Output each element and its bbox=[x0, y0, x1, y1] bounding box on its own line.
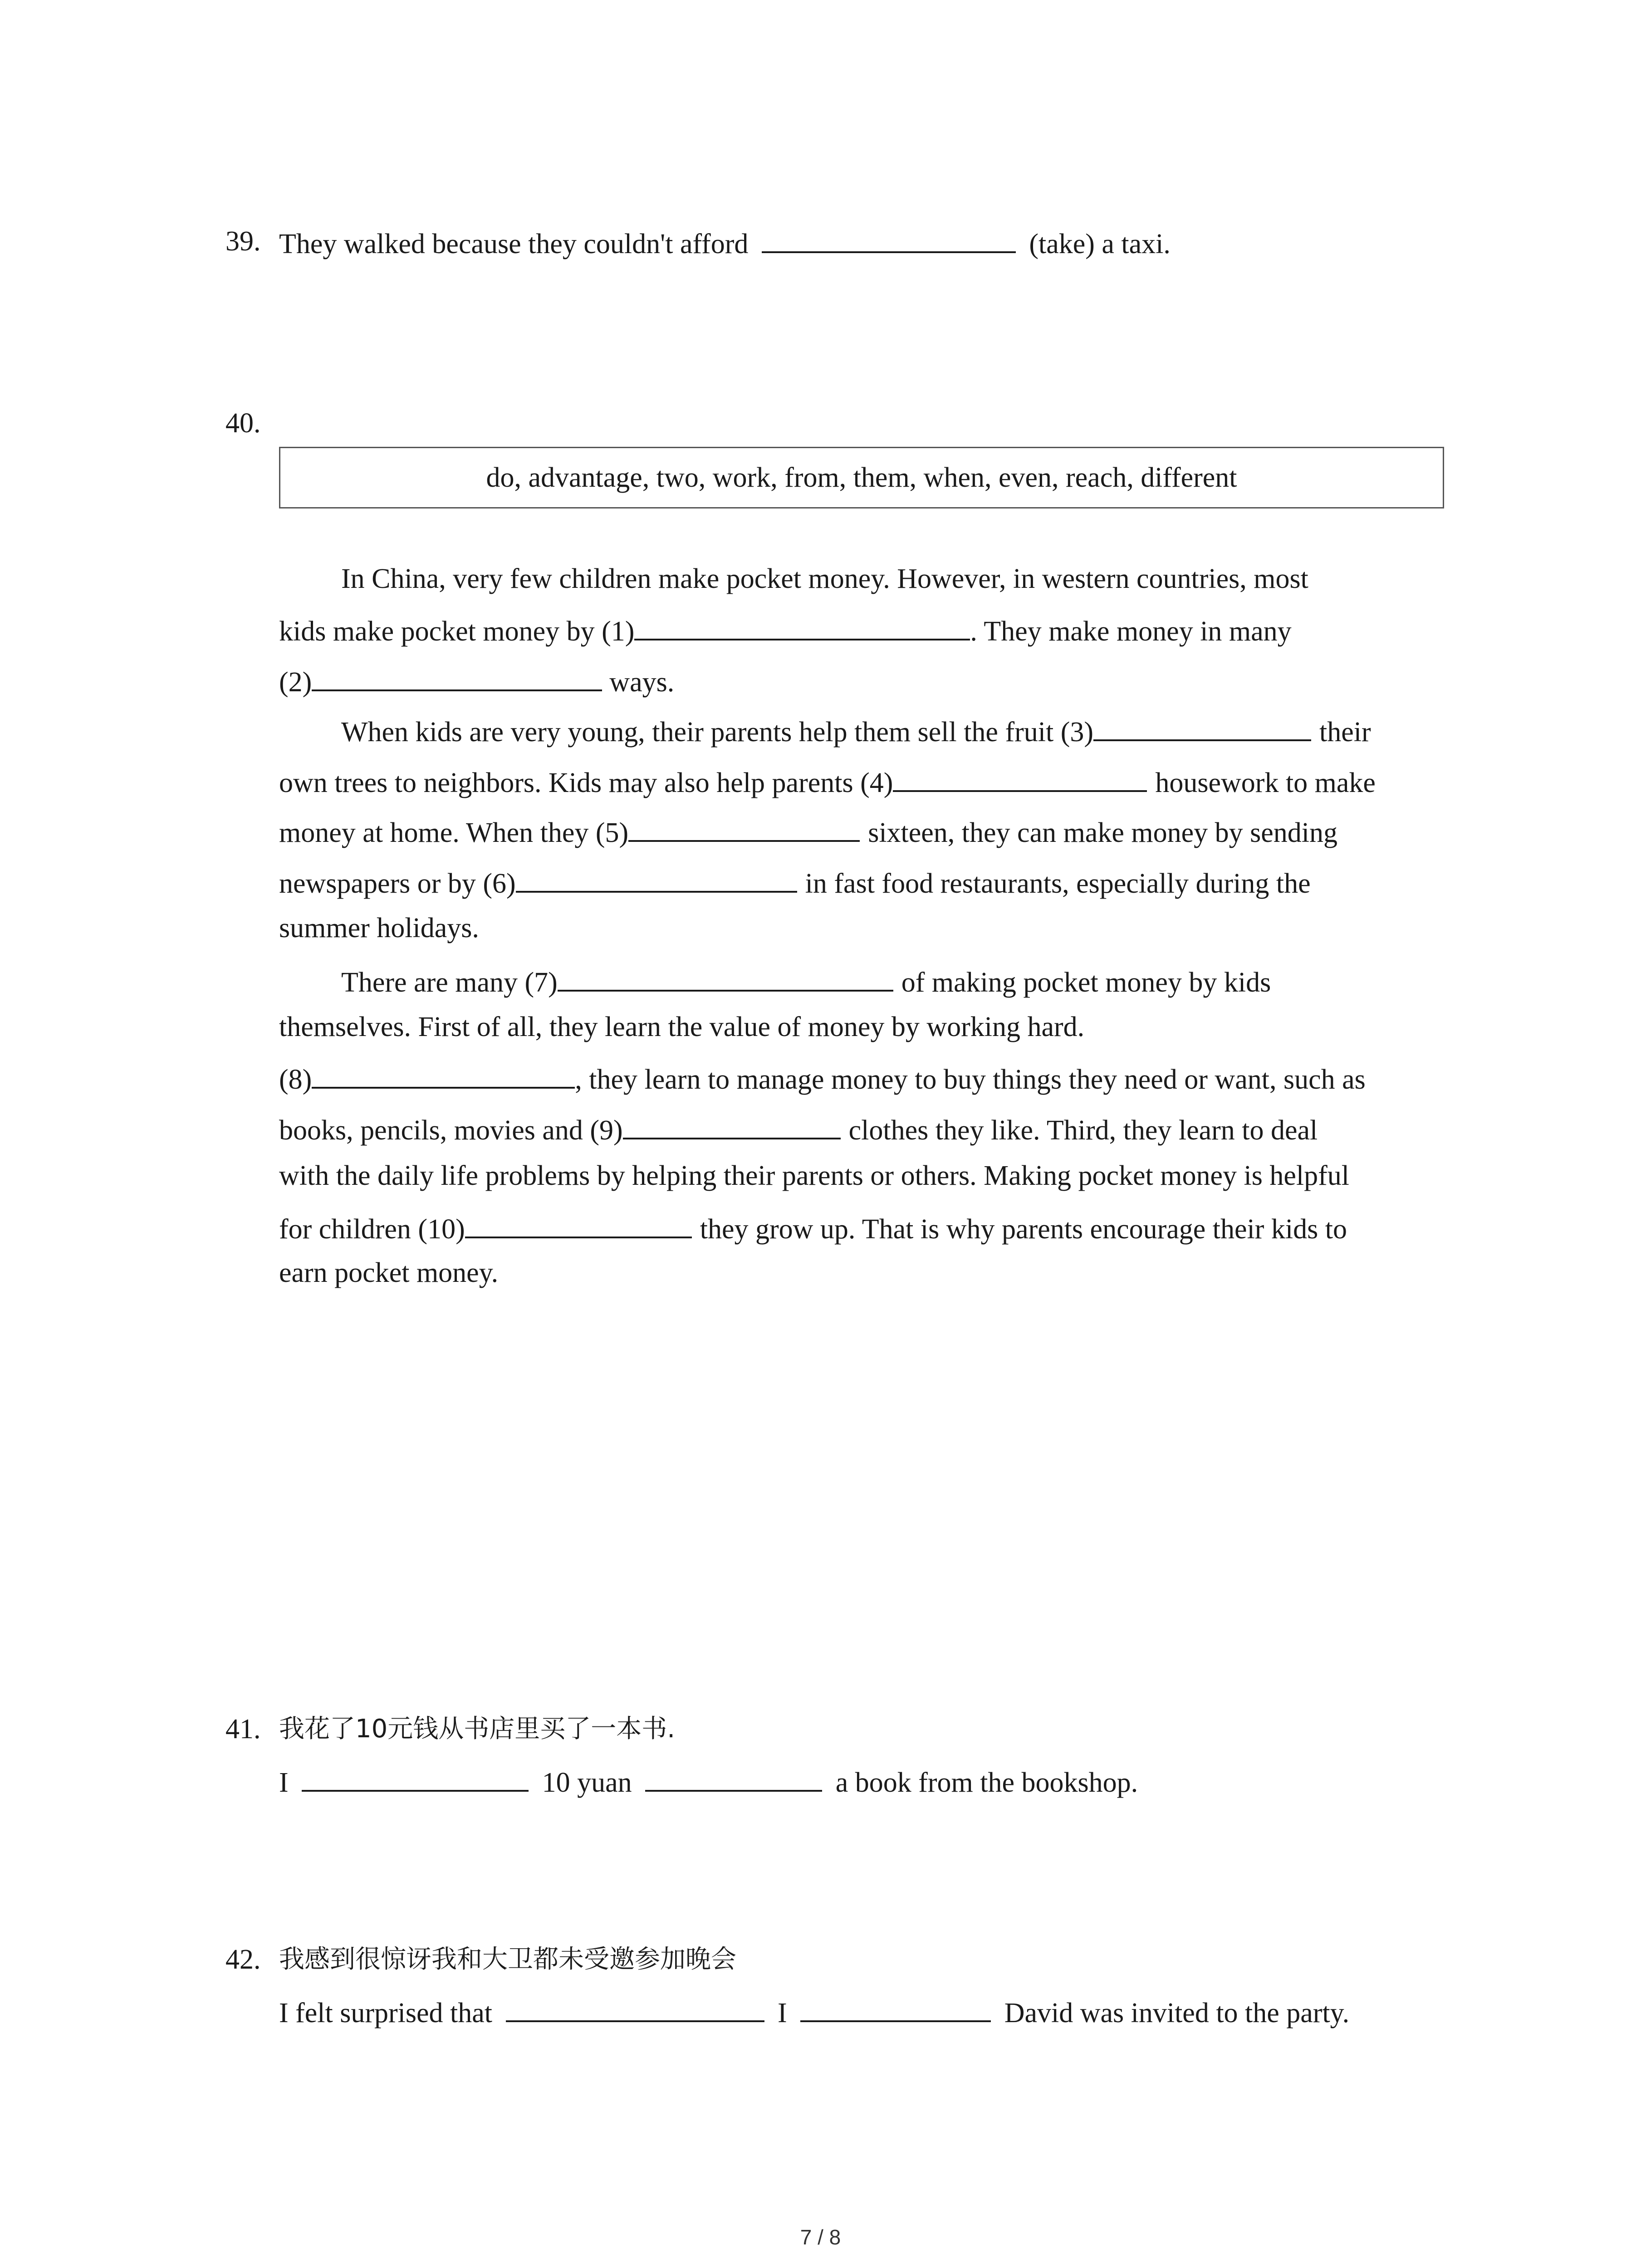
answer-blank[interactable] bbox=[762, 223, 1016, 253]
passage-text: in fast food restaurants, especially during the bbox=[805, 868, 1311, 899]
answer-blank[interactable] bbox=[800, 1992, 991, 2022]
passage-line bbox=[341, 561, 1308, 597]
answer-blank-8[interactable] bbox=[312, 1059, 575, 1089]
sentence-text: I bbox=[279, 1767, 289, 1798]
passage-text: , they learn to manage money to buy things they need or want, such as bbox=[575, 1064, 1366, 1095]
passage-text: (2) bbox=[279, 667, 312, 698]
answer-blank-9[interactable] bbox=[623, 1110, 841, 1139]
passage-text: summer holidays. bbox=[279, 913, 479, 943]
sentence-text: They walked because they couldn't afford bbox=[279, 229, 749, 259]
passage-line bbox=[279, 1158, 1349, 1194]
answer-blank-6[interactable] bbox=[516, 863, 797, 893]
question-number: 42. bbox=[225, 1944, 261, 1975]
page-number: 7 / 8 bbox=[800, 2225, 841, 2249]
question-42-chinese-prompt: 我感到很惊讶我和大卫都未受邀参加晚会 bbox=[279, 1945, 736, 1974]
passage-line bbox=[279, 1208, 1347, 1247]
passage-text: for children (10) bbox=[279, 1214, 465, 1245]
word-bank-box bbox=[279, 447, 1444, 508]
answer-blank-10[interactable] bbox=[465, 1208, 692, 1238]
passage-text: In China, very few children make pocket money. However, in western countries, most bbox=[341, 563, 1308, 594]
passage-line bbox=[279, 1059, 1366, 1098]
passage-line bbox=[341, 962, 1271, 1001]
passage-line bbox=[279, 910, 479, 946]
passage-line bbox=[279, 1255, 498, 1291]
sentence-text: a book from the bookshop. bbox=[835, 1767, 1138, 1798]
passage-text: they grow up. That is why parents encourage their kids to bbox=[700, 1214, 1347, 1245]
passage-text: own trees to neighbors. Kids may also help parents (4) bbox=[279, 767, 893, 798]
passage-text: kids make pocket money by (1) bbox=[279, 616, 635, 647]
passage-text: money at home. When they (5) bbox=[279, 817, 629, 848]
passage-line bbox=[341, 711, 1371, 750]
passage-line bbox=[279, 1110, 1318, 1149]
sentence-text: David was invited to the party. bbox=[1004, 1998, 1350, 2028]
passage-text: There are many (7) bbox=[341, 967, 558, 998]
passage-line bbox=[279, 863, 1311, 902]
question-39-sentence bbox=[279, 223, 1171, 262]
question-42-sentence bbox=[279, 1992, 1349, 2031]
passage-text: earn pocket money. bbox=[279, 1257, 499, 1288]
word-bank-text: do, advantage, two, work, from, them, when, even, reach, different bbox=[486, 462, 1237, 493]
passage-text: ways. bbox=[609, 667, 675, 698]
answer-blank[interactable] bbox=[302, 1762, 529, 1792]
passage-text: sixteen, they can make money by sending bbox=[868, 817, 1337, 848]
answer-blank-1[interactable] bbox=[634, 611, 970, 640]
sentence-text: I bbox=[778, 1998, 787, 2028]
passage-text: of making pocket money by kids bbox=[901, 967, 1271, 998]
passage-line bbox=[279, 812, 1337, 851]
answer-blank-4[interactable] bbox=[893, 762, 1147, 792]
question-41-chinese-prompt: 我花了10元钱从书店里买了一本书. bbox=[279, 1714, 676, 1744]
passage-line bbox=[279, 661, 674, 700]
answer-blank-7[interactable] bbox=[558, 962, 893, 992]
passage-text: . They make money in many bbox=[970, 616, 1292, 647]
answer-blank[interactable] bbox=[506, 1992, 764, 2022]
passage-text: themselves. First of all, they learn the value of money by working hard. bbox=[279, 1012, 1085, 1042]
passage-text: books, pencils, movies and (9) bbox=[279, 1115, 623, 1146]
question-number: 40. bbox=[225, 408, 261, 439]
sentence-text: I felt surprised that bbox=[279, 1998, 493, 2028]
sentence-text: (take) a taxi. bbox=[1029, 229, 1171, 259]
question-number: 41. bbox=[225, 1714, 261, 1745]
answer-blank-3[interactable] bbox=[1093, 711, 1311, 741]
answer-blank[interactable] bbox=[645, 1762, 822, 1792]
passage-line bbox=[279, 762, 1376, 801]
passage-text: clothes they like. Third, they learn to deal bbox=[848, 1115, 1318, 1146]
answer-blank-5[interactable] bbox=[628, 812, 860, 842]
passage-text: When kids are very young, their parents help them sell the fruit (3) bbox=[341, 717, 1093, 748]
sentence-text: 10 yuan bbox=[542, 1767, 632, 1798]
passage-line bbox=[279, 1009, 1084, 1045]
passage-text: with the daily life problems by helping their parents or others. Making pocket money is helpful bbox=[279, 1160, 1349, 1191]
passage-text: housework to make bbox=[1155, 767, 1376, 798]
question-41-sentence bbox=[279, 1762, 1138, 1801]
answer-blank-2[interactable] bbox=[312, 661, 602, 691]
passage-text: their bbox=[1319, 717, 1371, 748]
question-number: 39. bbox=[225, 226, 261, 257]
passage-text: (8) bbox=[279, 1064, 312, 1095]
passage-line bbox=[279, 611, 1292, 650]
passage-text: newspapers or by (6) bbox=[279, 868, 516, 899]
